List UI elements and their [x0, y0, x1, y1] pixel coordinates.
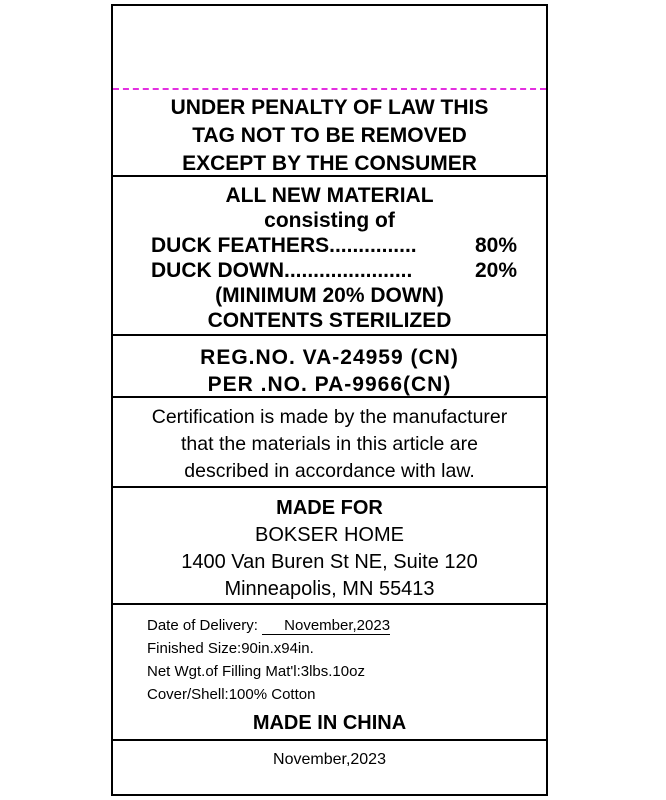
footer-date: November,2023 [273, 751, 386, 768]
made-in-label: MADE IN CHINA [252, 712, 407, 734]
certification-line-1: Certification is made by the manufacturer [151, 406, 508, 428]
minimum-down-note: (MINIMUM 20% DOWN) [215, 284, 444, 307]
made-for-heading: MADE FOR [276, 497, 383, 519]
material-label: DUCK DOWN...................... [151, 259, 413, 282]
materials-heading: ALL NEW MATERIAL [225, 184, 434, 207]
details-section [113, 614, 546, 706]
registration-section [113, 344, 546, 398]
delivery-date-row [147, 614, 546, 637]
certification-section [113, 404, 546, 485]
address-line-2: Minneapolis, MN 55413 [224, 578, 435, 600]
company-name: BOKSER HOME [255, 524, 404, 546]
delivery-label: Date of Delivery: [147, 617, 258, 634]
law-tag [111, 4, 548, 796]
divider [113, 175, 546, 177]
per-number: PER .NO. PA-9966(CN) [207, 373, 452, 396]
divider [113, 334, 546, 336]
address-line-1: 1400 Van Buren St NE, Suite 120 [181, 551, 478, 573]
cover-shell: Cover/Shell:100% Cotton [147, 686, 316, 703]
certification-line-2: that the materials in this article are [181, 433, 478, 455]
divider [113, 396, 546, 398]
certification-line-3: described in accordance with law. [184, 460, 475, 482]
material-label: DUCK FEATHERS............... [151, 234, 417, 257]
made-for-section [113, 495, 546, 603]
warning-line-2: TAG NOT TO BE REMOVED [192, 124, 467, 147]
material-percent: 80% [474, 234, 517, 257]
delivery-value: November,2023 [262, 618, 390, 635]
net-weight: Net Wgt.of Filling Mat'l:3lbs.10oz [147, 663, 365, 680]
finished-size: Finished Size:90in.x94in. [147, 640, 314, 657]
divider [113, 486, 546, 488]
material-row-down [151, 258, 517, 283]
material-percent: 20% [474, 259, 517, 282]
reg-number: REG.NO. VA-24959 (CN) [200, 346, 459, 369]
warning-section [113, 94, 546, 178]
warning-line-1: UNDER PENALTY OF LAW THIS [170, 96, 489, 119]
warning-line-3: EXCEPT BY THE CONSUMER [182, 152, 477, 175]
footer-date-section [113, 748, 546, 772]
divider [113, 603, 546, 605]
materials-section [113, 183, 546, 333]
materials-subheading: consisting of [264, 209, 395, 232]
sterilized-note: CONTENTS STERILIZED [207, 309, 452, 332]
cut-line [113, 88, 546, 90]
divider [113, 739, 546, 741]
material-row-feathers [151, 233, 517, 258]
